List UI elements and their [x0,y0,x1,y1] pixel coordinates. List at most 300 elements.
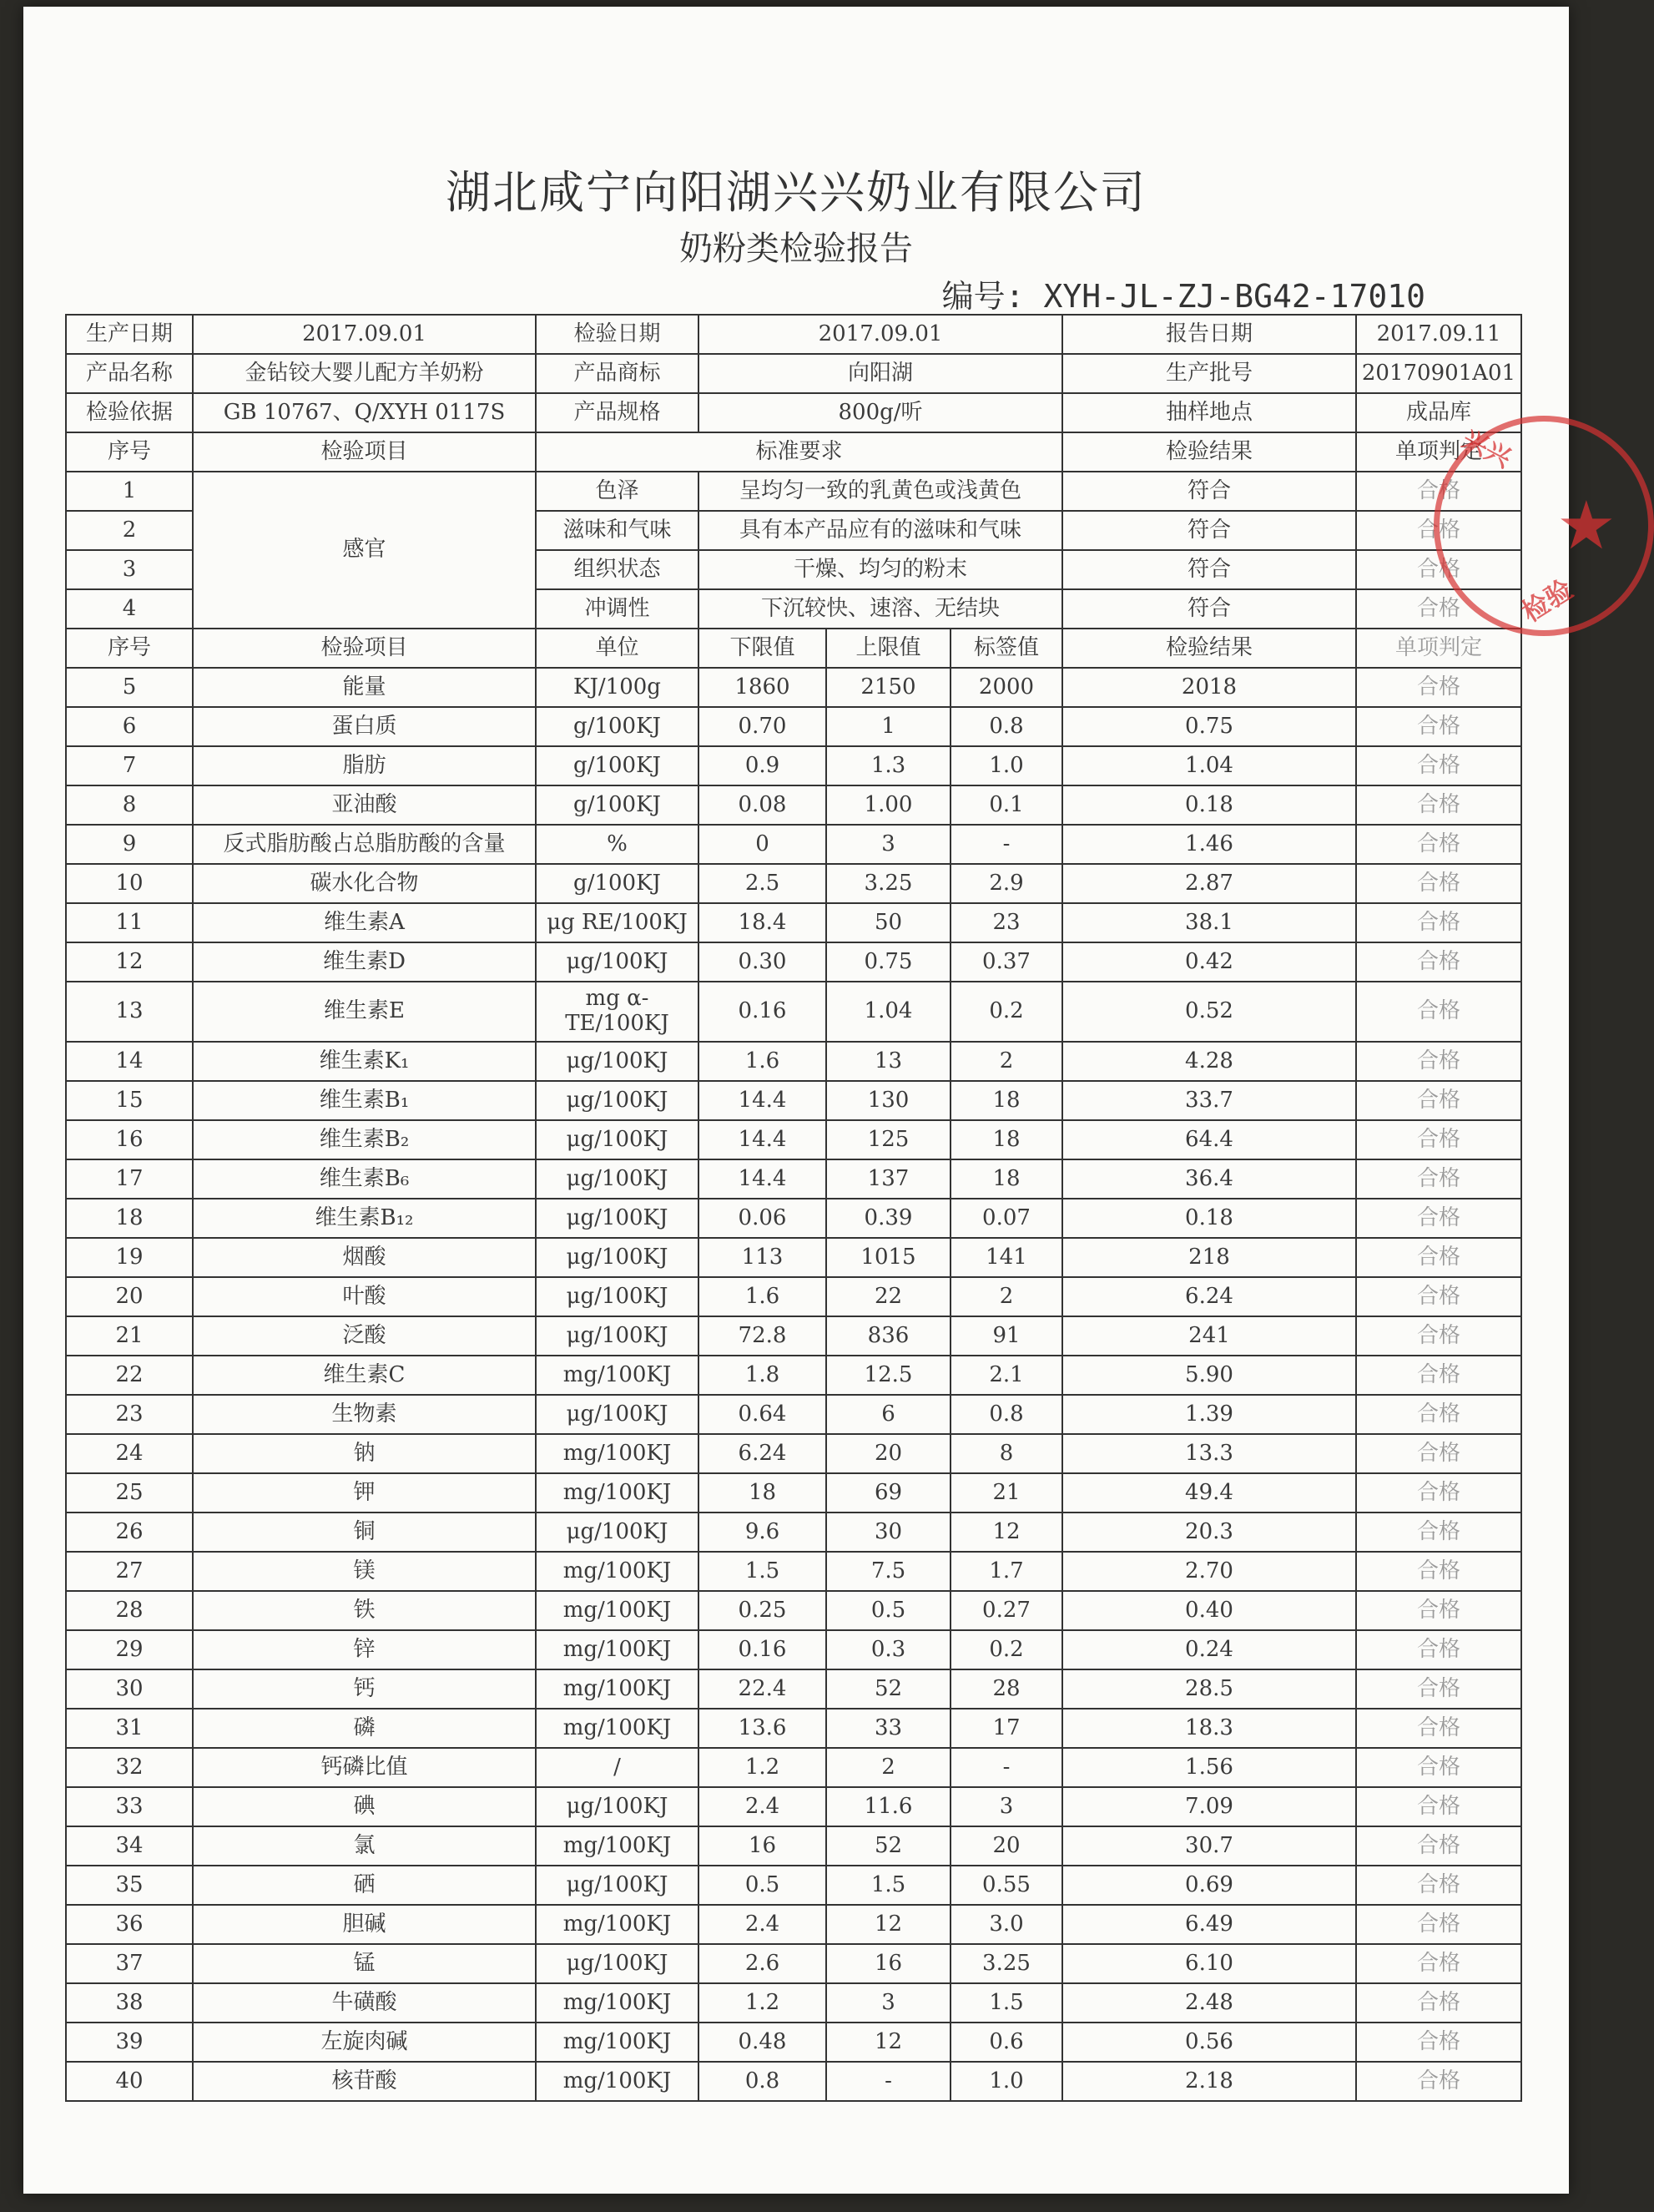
upper-limit: 0.5 [826,1591,951,1630]
judgment: 合格 [1356,1120,1521,1159]
nutrient-name: 左旋肉碱 [193,2023,536,2062]
inspection-result: 6.10 [1062,1944,1356,1983]
lower-limit: 18 [698,1473,826,1513]
nutrient-name: 能量 [193,668,536,707]
report-title: 奶粉类检验报告 [679,230,913,268]
report-number-label: 编号: [941,278,1025,315]
upper-limit: 3 [826,825,951,864]
unit: μg/100KJ [536,1120,698,1159]
upper-limit: 52 [826,1669,951,1709]
label-value: 2000 [951,668,1062,707]
inspection-result: 符合 [1062,550,1356,589]
upper-limit: 0.75 [826,942,951,982]
row-number: 32 [66,1748,193,1787]
nutrient-name: 维生素C [193,1356,536,1395]
inspection-result: 符合 [1062,472,1356,511]
unit: mg/100KJ [536,1905,698,1944]
unit: μg/100KJ [536,942,698,982]
nutrient-name: 氯 [193,1826,536,1866]
nutrient-name: 维生素B₁ [193,1081,536,1120]
col-header-no: 序号 [66,432,193,472]
nutrient-row [66,1552,1521,1591]
row-number: 38 [66,1983,193,2023]
judgment: 合格 [1356,1395,1521,1434]
nutrient-name: 叶酸 [193,1277,536,1316]
upper-limit: 1.00 [826,785,951,825]
lower-limit: 0.9 [698,746,826,785]
row-number: 4 [66,589,193,629]
upper-limit: 130 [826,1081,951,1120]
product-spec: 800g/听 [698,393,1062,432]
inspection-result: 2.18 [1062,2062,1356,2101]
unit: mg/100KJ [536,1434,698,1473]
upper-limit: 7.5 [826,1552,951,1591]
nutrient-row [66,825,1521,864]
label-value: 0.2 [951,982,1062,1042]
inspection-result: 1.39 [1062,1395,1356,1434]
label-value: 91 [951,1316,1062,1356]
inspection-result: 6.49 [1062,1905,1356,1944]
label-value: 18 [951,1120,1062,1159]
inspection-result: 2.70 [1062,1552,1356,1591]
sensory-row [66,472,1521,511]
nutrient-name: 硒 [193,1866,536,1905]
label-value: 141 [951,1238,1062,1277]
col-header-lower: 下限值 [698,629,826,668]
upper-limit: 3 [826,1983,951,2023]
label-value: 1.5 [951,1983,1062,2023]
unit: mg/100KJ [536,1709,698,1748]
upper-limit: 52 [826,1826,951,1866]
judgment: 合格 [1356,668,1521,707]
row-number: 27 [66,1552,193,1591]
inspection-result: 33.7 [1062,1081,1356,1120]
upper-limit: 30 [826,1513,951,1552]
label-value: 28 [951,1669,1062,1709]
nutrient-row [66,785,1521,825]
nutrient-name: 胆碱 [193,1905,536,1944]
judgment: 合格 [1356,1748,1521,1787]
nutrient-name: 钙磷比值 [193,1748,536,1787]
row-number: 36 [66,1905,193,1944]
nutrient-row [66,1081,1521,1120]
judgment: 合格 [1356,1199,1521,1238]
row-number: 2 [66,511,193,550]
inspection-result: 0.69 [1062,1866,1356,1905]
row-number: 5 [66,668,193,707]
lower-limit: 2.4 [698,1905,826,1944]
nutrient-header-row [66,629,1521,668]
inspection-result: 2.48 [1062,1983,1356,2023]
row-number: 3 [66,550,193,589]
label-value: 8 [951,1434,1062,1473]
upper-limit: 16 [826,1944,951,1983]
nutrient-row [66,1356,1521,1395]
nutrient-row [66,864,1521,903]
lower-limit: 22.4 [698,1669,826,1709]
col-header-item: 检验项目 [193,432,536,472]
judgment: 合格 [1356,785,1521,825]
upper-limit: 69 [826,1473,951,1513]
lower-limit: 1.5 [698,1552,826,1591]
lower-limit: 16 [698,1826,826,1866]
unit: mg α-TE/100KJ [536,982,698,1042]
upper-limit: 1.3 [826,746,951,785]
label-value: 0.37 [951,942,1062,982]
unit: μg RE/100KJ [536,903,698,942]
nutrient-name: 碘 [193,1787,536,1826]
row-number: 24 [66,1434,193,1473]
unit: μg/100KJ [536,1395,698,1434]
upper-limit: 50 [826,903,951,942]
judgment: 合格 [1356,1434,1521,1473]
unit: mg/100KJ [536,2062,698,2101]
inspection-result: 符合 [1062,511,1356,550]
nutrient-name: 烟酸 [193,1238,536,1277]
row-number: 16 [66,1120,193,1159]
nutrient-row [66,1866,1521,1905]
nutrient-row [66,746,1521,785]
label-value: 3.0 [951,1905,1062,1944]
label-value: 2.1 [951,1356,1062,1395]
company-name: 湖北咸宁向阳湖兴兴奶业有限公司 [446,166,1147,219]
lower-limit: 1.6 [698,1277,826,1316]
nutrient-name: 维生素D [193,942,536,982]
unit: mg/100KJ [536,2023,698,2062]
label-value: - [951,825,1062,864]
sensory-group-label: 感官 [193,472,536,629]
row-number: 20 [66,1277,193,1316]
upper-limit: 13 [826,1042,951,1081]
col-header-upper: 上限值 [826,629,951,668]
inspection-result: 13.3 [1062,1434,1356,1473]
upper-limit: 1.04 [826,982,951,1042]
lower-limit: 0.70 [698,707,826,746]
info-row-3 [66,393,1521,432]
row-number: 19 [66,1238,193,1277]
nutrient-row [66,2023,1521,2062]
upper-limit: 2150 [826,668,951,707]
inspection-stamp: 兴兴 ★ 检验 [1434,416,1654,636]
nutrient-row [66,1316,1521,1356]
nutrient-name: 维生素E [193,982,536,1042]
unit: mg/100KJ [536,1473,698,1513]
nutrient-name: 泛酸 [193,1316,536,1356]
nutrient-row [66,1669,1521,1709]
row-number: 39 [66,2023,193,2062]
col-header-standard: 标准要求 [536,432,1062,472]
nutrient-row [66,1120,1521,1159]
lower-limit: 2.4 [698,1787,826,1826]
lower-limit: 0.16 [698,1630,826,1669]
inspection-result: 64.4 [1062,1120,1356,1159]
label-value: 3.25 [951,1944,1062,1983]
report-number [942,270,1425,316]
inspection-result: 0.18 [1062,785,1356,825]
inspection-result: 4.28 [1062,1042,1356,1081]
row-number: 21 [66,1316,193,1356]
inspection-result: 0.18 [1062,1199,1356,1238]
label-value: 3 [951,1787,1062,1826]
inspection-result: 6.24 [1062,1277,1356,1316]
lower-limit: 0.48 [698,2023,826,2062]
upper-limit: 33 [826,1709,951,1748]
inspection-date: 2017.09.01 [698,315,1062,354]
row-number: 29 [66,1630,193,1669]
inspection-result: 符合 [1062,589,1356,629]
unit: μg/100KJ [536,1277,698,1316]
inspection-result: 241 [1062,1316,1356,1356]
upper-limit: - [826,2062,951,2101]
label-value: 2 [951,1277,1062,1316]
row-number: 15 [66,1081,193,1120]
lower-limit: 1860 [698,668,826,707]
judgment: 合格 [1356,550,1521,589]
nutrient-name: 生物素 [193,1395,536,1434]
inspection-result: 0.40 [1062,1591,1356,1630]
upper-limit: 2 [826,1748,951,1787]
unit: mg/100KJ [536,1591,698,1630]
row-number: 6 [66,707,193,746]
unit: g/100KJ [536,707,698,746]
nutrient-name: 维生素B₁₂ [193,1199,536,1238]
nutrient-row [66,1787,1521,1826]
nutrient-name: 钠 [193,1434,536,1473]
judgment: 合格 [1356,825,1521,864]
judgment: 合格 [1356,1983,1521,2023]
inspection-result: 2018 [1062,668,1356,707]
lower-limit: 0.5 [698,1866,826,1905]
star-icon: ★ [1556,487,1616,564]
nutrient-name: 维生素B₆ [193,1159,536,1199]
sensory-attribute: 色泽 [536,472,698,511]
nutrient-name: 铜 [193,1513,536,1552]
sensory-attribute: 滋味和气味 [536,511,698,550]
label-value: 1.0 [951,2062,1062,2101]
upper-limit: 836 [826,1316,951,1356]
lower-limit: 1.6 [698,1042,826,1081]
unit: mg/100KJ [536,1983,698,2023]
lower-limit: 113 [698,1238,826,1277]
judgment: 合格 [1356,707,1521,746]
nutrient-row [66,707,1521,746]
row-number: 12 [66,942,193,982]
row-number: 11 [66,903,193,942]
row-number: 9 [66,825,193,864]
nutrient-row [66,1905,1521,1944]
row-number: 37 [66,1944,193,1983]
judgment: 合格 [1356,1277,1521,1316]
lower-limit: 0.16 [698,982,826,1042]
product-name-label: 产品名称 [66,354,193,393]
inspection-result: 0.52 [1062,982,1356,1042]
row-number: 17 [66,1159,193,1199]
nutrient-row [66,1199,1521,1238]
lower-limit: 0.64 [698,1395,826,1434]
lower-limit: 18.4 [698,903,826,942]
nutrient-name: 亚油酸 [193,785,536,825]
row-number: 25 [66,1473,193,1513]
nutrient-row [66,1473,1521,1513]
lower-limit: 0.30 [698,942,826,982]
inspection-result: 1.04 [1062,746,1356,785]
nutrient-row [66,668,1521,707]
nutrient-row [66,942,1521,982]
unit: g/100KJ [536,785,698,825]
judgment: 合格 [1356,903,1521,942]
judgment: 合格 [1356,1669,1521,1709]
inspection-result: 0.56 [1062,2023,1356,2062]
judgment: 合格 [1356,1866,1521,1905]
spec-label: 产品规格 [536,393,698,432]
report-paper [23,7,1616,2194]
upper-limit: 0.39 [826,1199,951,1238]
lower-limit: 2.5 [698,864,826,903]
nutrient-row [66,1630,1521,1669]
judgment: 合格 [1356,1316,1521,1356]
upper-limit: 1 [826,707,951,746]
sensory-attribute: 组织状态 [536,550,698,589]
row-number: 7 [66,746,193,785]
inspection-result: 0.24 [1062,1630,1356,1669]
judgment: 合格 [1356,2062,1521,2101]
nutrient-row [66,982,1521,1042]
label-value: 0.1 [951,785,1062,825]
upper-limit: 20 [826,1434,951,1473]
inspection-result: 7.09 [1062,1787,1356,1826]
unit: μg/100KJ [536,1238,698,1277]
unit: g/100KJ [536,746,698,785]
nutrient-name: 钾 [193,1473,536,1513]
nutrient-name: 维生素A [193,903,536,942]
judgment: 合格 [1356,1042,1521,1081]
row-number: 31 [66,1709,193,1748]
nutrient-row [66,1513,1521,1552]
unit: mg/100KJ [536,1356,698,1395]
label-value: 0.07 [951,1199,1062,1238]
row-number: 26 [66,1513,193,1552]
row-number: 13 [66,982,193,1042]
nutrient-row [66,2062,1521,2101]
row-number: 22 [66,1356,193,1395]
row-number: 23 [66,1395,193,1434]
label-value: 0.8 [951,1395,1062,1434]
upper-limit: 0.3 [826,1630,951,1669]
col-header-label: 标签值 [951,629,1062,668]
label-value: - [951,1748,1062,1787]
upper-limit: 12 [826,2023,951,2062]
lower-limit: 0.06 [698,1199,826,1238]
batch-label: 生产批号 [1062,354,1356,393]
lower-limit: 9.6 [698,1513,826,1552]
unit: g/100KJ [536,864,698,903]
label-value: 1.0 [951,746,1062,785]
inspection-result: 30.7 [1062,1826,1356,1866]
unit: μg/100KJ [536,1787,698,1826]
sensory-requirement: 下沉较快、速溶、无结块 [698,589,1062,629]
col-header-result: 检验结果 [1062,432,1356,472]
unit: μg/100KJ [536,1081,698,1120]
production-date-label: 生产日期 [66,315,193,354]
upper-limit: 12 [826,1905,951,1944]
lower-limit: 72.8 [698,1316,826,1356]
label-value: 1.7 [951,1552,1062,1591]
judgment: 合格 [1356,1081,1521,1120]
nutrient-row [66,1042,1521,1081]
report-number-value: XYH-JL-ZJ-BG42-17010 [1043,278,1425,315]
inspection-result: 36.4 [1062,1159,1356,1199]
batch-number: 20170901A01 [1356,354,1521,393]
brand: 向阳湖 [698,354,1062,393]
label-value: 2.9 [951,864,1062,903]
nutrient-name: 蛋白质 [193,707,536,746]
nutrient-row [66,1395,1521,1434]
nutrient-name: 镁 [193,1552,536,1591]
unit: μg/100KJ [536,1042,698,1081]
nutrient-row [66,903,1521,942]
nutrient-row [66,1434,1521,1473]
judgment: 合格 [1356,942,1521,982]
unit: μg/100KJ [536,1316,698,1356]
upper-limit: 1.5 [826,1866,951,1905]
upper-limit: 11.6 [826,1787,951,1826]
production-date: 2017.09.01 [193,315,536,354]
sampling-location: 成品库 [1356,393,1521,432]
nutrient-name: 钙 [193,1669,536,1709]
nutrient-row [66,1277,1521,1316]
unit: μg/100KJ [536,1944,698,1983]
label-value: 0.8 [951,707,1062,746]
nutrient-row [66,1944,1521,1983]
unit: μg/100KJ [536,1513,698,1552]
sampling-label: 抽样地点 [1062,393,1356,432]
row-number: 8 [66,785,193,825]
judgment: 合格 [1356,2023,1521,2062]
label-value: 2 [951,1042,1062,1081]
upper-limit: 22 [826,1277,951,1316]
unit: KJ/100g [536,668,698,707]
upper-limit: 1015 [826,1238,951,1277]
col-header-no: 序号 [66,629,193,668]
nutrient-row [66,1748,1521,1787]
nutrient-name: 脂肪 [193,746,536,785]
nutrient-name: 碳水化合物 [193,864,536,903]
unit: μg/100KJ [536,1866,698,1905]
brand-label: 产品商标 [536,354,698,393]
lower-limit: 14.4 [698,1081,826,1120]
inspection-table [65,314,1522,2102]
judgment: 合格 [1356,1513,1521,1552]
upper-limit: 6 [826,1395,951,1434]
inspection-result: 18.3 [1062,1709,1356,1748]
inspection-result: 2.87 [1062,864,1356,903]
inspection-result: 20.3 [1062,1513,1356,1552]
nutrient-name: 反式脂肪酸占总脂肪酸的含量 [193,825,536,864]
nutrient-row [66,1159,1521,1199]
lower-limit: 0 [698,825,826,864]
judgment: 合格 [1356,1826,1521,1866]
sensory-attribute: 冲调性 [536,589,698,629]
label-value: 18 [951,1081,1062,1120]
nutrient-name: 铁 [193,1591,536,1630]
judgment: 合格 [1356,1238,1521,1277]
judgment: 合格 [1356,1552,1521,1591]
lower-limit: 0.08 [698,785,826,825]
sensory-requirement: 干燥、均匀的粉末 [698,550,1062,589]
nutrient-name: 磷 [193,1709,536,1748]
inspection-result: 49.4 [1062,1473,1356,1513]
inspection-date-label: 检验日期 [536,315,698,354]
